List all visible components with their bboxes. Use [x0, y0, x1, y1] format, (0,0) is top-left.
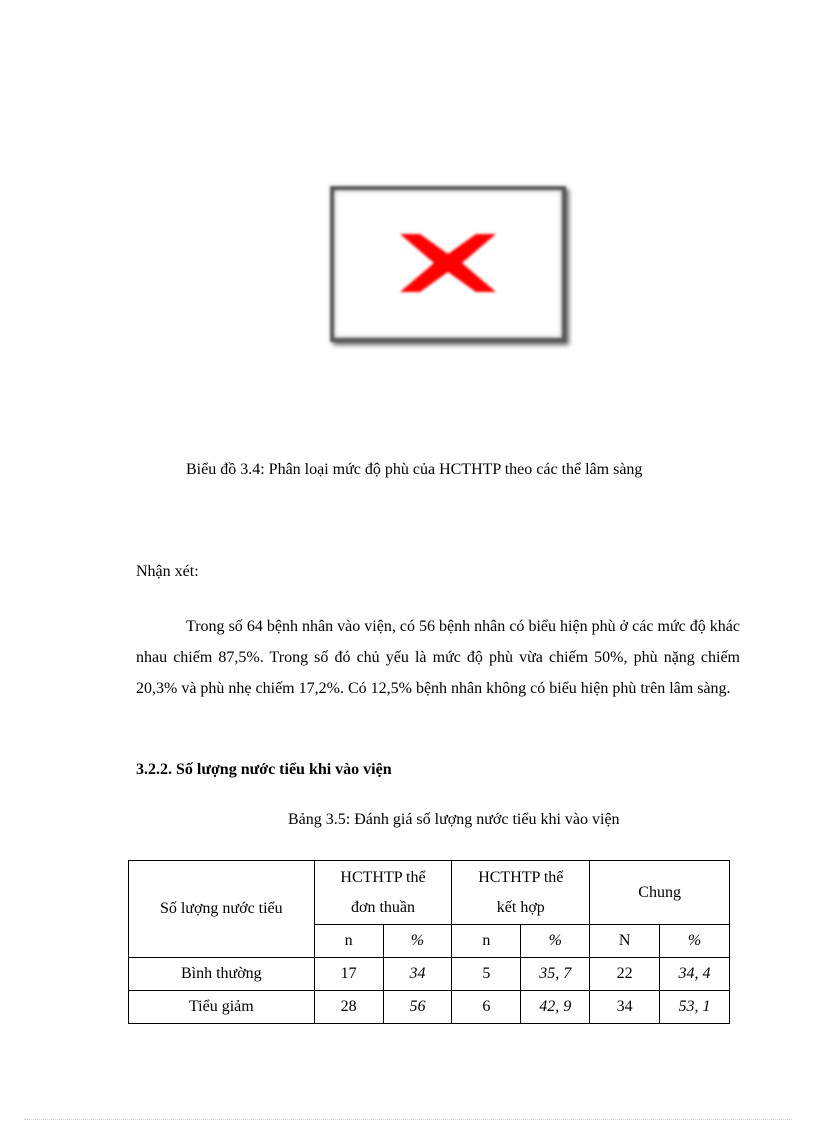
table-cell: 53, 1 [660, 991, 730, 1024]
table-cell: 28 [314, 991, 383, 1024]
table-cell: 34 [383, 958, 452, 991]
group-header-line1: HCTHTP thể [340, 868, 426, 886]
row-header-cell: Số lượng nước tiểu [129, 861, 315, 958]
table-header-row [129, 861, 730, 925]
subheader-cell: % [660, 925, 730, 958]
table-caption: Bảng 3.5: Đánh giá số lượng nước tiểu khi vào viện [288, 811, 620, 828]
page-bottom-divider [24, 1119, 792, 1120]
broken-image-red-x-icon [392, 228, 504, 298]
remark-label: Nhận xét: [136, 563, 199, 580]
urine-volume-table [128, 860, 730, 1024]
subheader-cell: % [521, 925, 590, 958]
subheader-cell: n [314, 925, 383, 958]
table-row [129, 991, 730, 1024]
table-cell: 42, 9 [521, 991, 590, 1024]
table-row [129, 958, 730, 991]
table-cell: 35, 7 [521, 958, 590, 991]
table-cell: 34, 4 [660, 958, 730, 991]
subheader-cell: N [590, 925, 660, 958]
figure-caption: Biểu đồ 3.4: Phân loại mức độ phù của HCTHTP theo các thể lâm sàng [186, 461, 643, 478]
group-header-line1: HCTHTP thể [478, 868, 564, 886]
table-cell: 6 [452, 991, 521, 1024]
group-header-total [590, 861, 730, 925]
subheader-cell: % [383, 925, 452, 958]
row-label: Bình thường [129, 958, 315, 991]
group-header-combined [452, 861, 590, 925]
table-cell: 22 [590, 958, 660, 991]
table-cell: 17 [314, 958, 383, 991]
table-cell: 34 [590, 991, 660, 1024]
group-header-line2: kết hợp [496, 898, 545, 916]
row-label: Tiểu giảm [129, 991, 315, 1024]
remark-paragraph: Trong số 64 bệnh nhân vào viện, có 56 bệnh nhân có biểu hiện phù ở các mức độ khác nhau chiếm 87,5%. Trong số đó chủ yếu là mức độ phù vừa chiếm 50%, phù nặng chiếm 20,3% và phù nhẹ chiếm 17,2%. Có 12,5% bệnh nhân không có biểu hiện phù trên lâm sàng. [136, 618, 740, 697]
section-heading: 3.2.2. Số lượng nước tiểu khi vào viện [136, 761, 392, 778]
group-header-line2: đơn thuần [351, 898, 416, 916]
table-cell: 5 [452, 958, 521, 991]
group-header-line1: Chung [638, 883, 681, 901]
figure-placeholder [330, 186, 566, 342]
table-cell: 56 [383, 991, 452, 1024]
subheader-cell: n [452, 925, 521, 958]
group-header-simple [314, 861, 452, 925]
